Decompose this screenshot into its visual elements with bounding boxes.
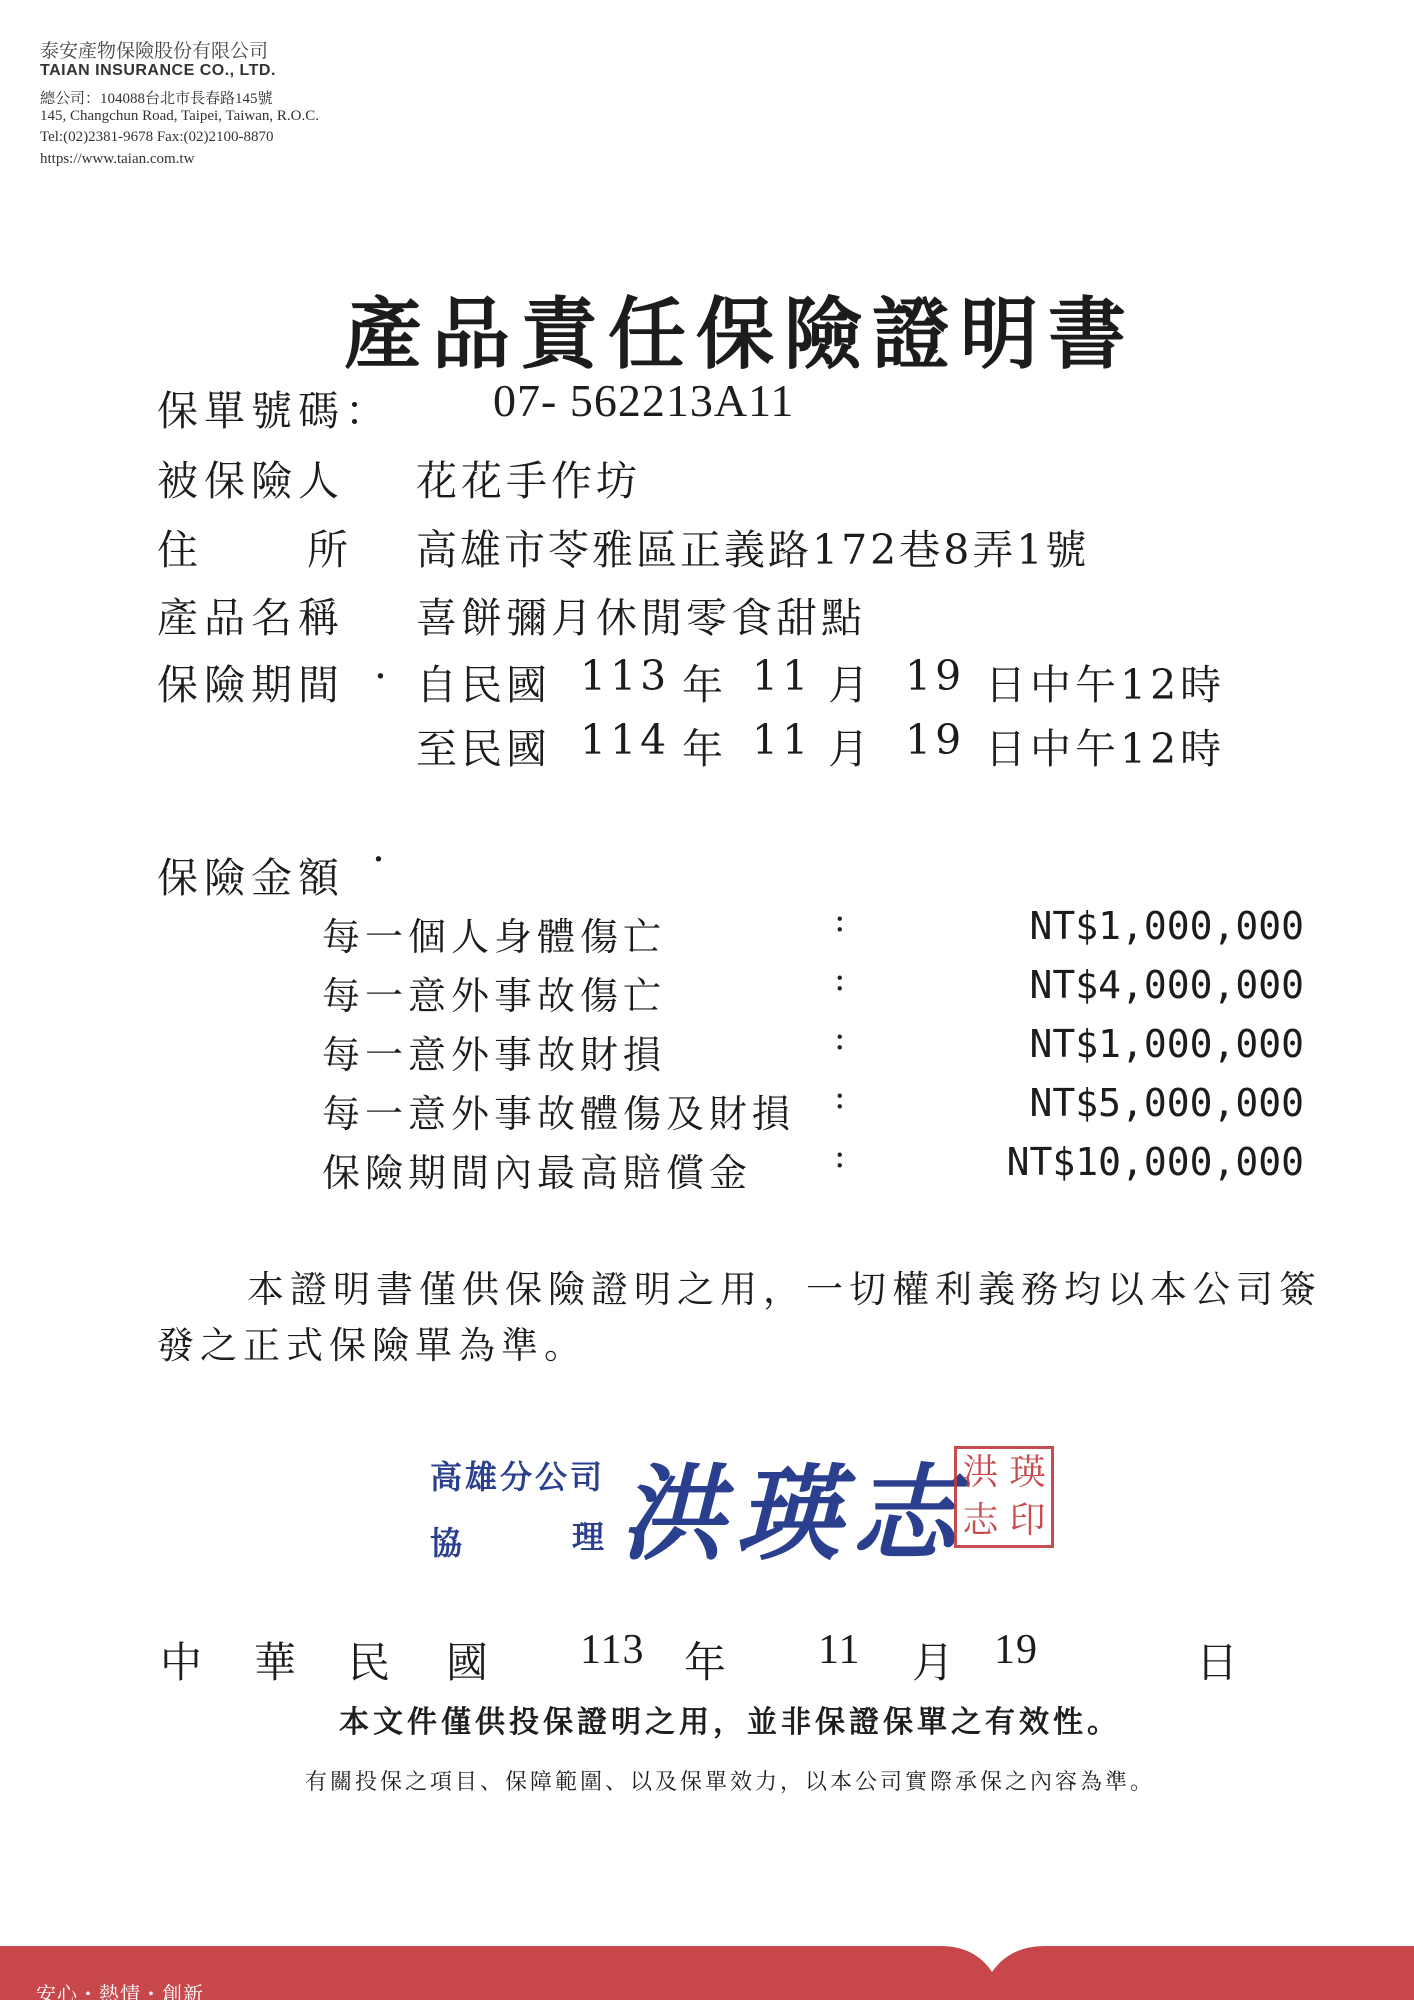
company-name-cn: 泰安產物保險股份有限公司 (40, 40, 269, 62)
issue-date-era-3: 民 (348, 1638, 391, 1687)
period-to-year-char: 年 (682, 725, 727, 773)
period-from-day: 19 (905, 652, 966, 700)
company-name-en: TAIAN INSURANCE CO., LTD. (40, 62, 276, 79)
period-from-month-char: 月 (828, 661, 873, 709)
coverage-item-amount: NT$1,000,000 (1029, 904, 1304, 948)
issue-date-month-char: 月 (912, 1638, 955, 1687)
company-address-cn: 總公司：104088台北市長春路145號 (40, 91, 273, 107)
coverage-item-amount: NT$1,000,000 (1029, 1022, 1304, 1066)
coverage-item-amount: NT$5,000,000 (1029, 1081, 1304, 1125)
address-label-b: 所 (307, 526, 354, 574)
signature-title-a: 協 (430, 1524, 466, 1562)
coverage-item-label: 每一個人身體傷亡 (322, 915, 667, 959)
company-address-en: 145, Changchun Road, Taipei, Taiwan, R.O.C. (40, 108, 319, 124)
coverage-colon: : (834, 1077, 846, 1117)
period-to-day: 19 (905, 716, 966, 764)
coverage-item-label: 每一意外事故體傷及財損 (322, 1092, 796, 1136)
period-to-month-char: 月 (828, 725, 873, 773)
period-to-month: 11 (752, 716, 813, 764)
coverage-item-label: 每一意外事故財損 (322, 1033, 667, 1077)
document-title: 產品責任保險證明書 (343, 289, 1136, 380)
coverage-colon: : (834, 959, 846, 999)
insured-address: 高雄市苓雅區正義路172巷8弄1號 (416, 526, 1090, 574)
product-label: 產品名稱 (157, 594, 345, 642)
footer-slogan: 安心・熱情・創新 (36, 1982, 204, 2006)
policy-number-label: 保單號碼： (157, 387, 392, 435)
signature-name: 洪瑛志 (620, 1452, 969, 1575)
period-from-bullet: · (374, 652, 392, 700)
coverage-item-amount: NT$4,000,000 (1029, 963, 1304, 1007)
coverage-item-label: 每一意外事故傷亡 (322, 974, 667, 1018)
disclaimer-note-2: 有關投保之項目、保障範圍、以及保單效力，以本公司實際承保之內容為準。 (304, 1770, 1155, 1795)
issue-date-era-4: 國 (446, 1638, 489, 1687)
signature-title-b: 理 (572, 1518, 608, 1556)
statement-paragraph: 本證明書僅供保險證明之用，一切權利義務均以本公司簽發之正式保險單為準。 (157, 1268, 1322, 1367)
period-from-month: 11 (752, 652, 813, 700)
product-name: 喜餅彌月休閒零食甜點 (416, 594, 866, 642)
seal-char: 志 (962, 1500, 999, 1541)
period-from-suffix: 日中午12時 (985, 661, 1226, 709)
period-to-year: 114 (580, 716, 671, 764)
period-from-year-char: 年 (682, 661, 727, 709)
period-to-suffix: 日中午12時 (985, 725, 1226, 773)
coverage-label-dot: · (372, 835, 390, 883)
period-to-prefix: 至民國 (416, 725, 551, 773)
period-from-year: 113 (580, 652, 671, 700)
issue-date-day: 19 (994, 1627, 1038, 1673)
issue-date-era-2: 華 (254, 1638, 297, 1687)
coverage-label: 保險金額 (157, 854, 345, 902)
company-tel-fax: Tel:(02)2381-9678 Fax:(02)2100-8870 (40, 129, 274, 145)
company-website: https://www.taian.com.tw (40, 151, 195, 167)
insured-name: 花花手作坊 (416, 457, 641, 505)
signature-branch: 高雄分公司 (430, 1458, 606, 1496)
issue-date-year: 113 (580, 1627, 645, 1673)
coverage-colon: : (834, 1018, 846, 1058)
coverage-colon: : (834, 900, 846, 940)
coverage-item-label: 保險期間內最高賠償金 (322, 1151, 753, 1195)
period-from-prefix: 自民國 (416, 661, 551, 709)
seal-char: 洪 (962, 1452, 999, 1493)
seal-stamp (954, 1446, 1054, 1548)
issue-date-month: 11 (818, 1627, 861, 1673)
insured-label: 被保險人 (157, 457, 345, 505)
issue-date-day-char: 日 (1196, 1638, 1239, 1687)
period-label: 保險期間 (157, 661, 345, 709)
policy-number: 07- 562213A11 (493, 375, 795, 426)
issue-date-era-1: 中 (160, 1638, 203, 1687)
seal-char: 瑛 (1009, 1452, 1046, 1493)
coverage-colon: : (834, 1136, 846, 1176)
issue-date-year-char: 年 (684, 1638, 727, 1687)
seal-char: 印 (1009, 1500, 1046, 1541)
footer-band (0, 1946, 1414, 2000)
address-label-a: 住 (157, 526, 204, 574)
coverage-item-amount: NT$10,000,000 (1006, 1140, 1304, 1184)
disclaimer-note-1: 本文件僅供投保證明之用，並非保證保單之有效性。 (339, 1705, 1121, 1740)
